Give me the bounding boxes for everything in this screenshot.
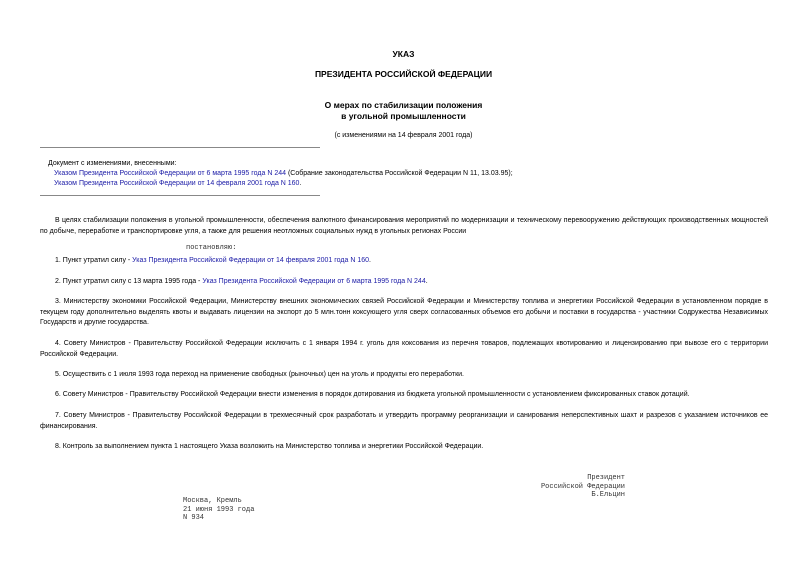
changes-link-1995[interactable]: Указом Президента Российской Федерации от 6 марта 1995 года N 244 (54, 170, 286, 177)
paragraph-8: 8. Контроль за выполнением пункта 1 настоящего Указа возложить на Министерство топлива и энергетики Российской Федерации. (55, 443, 484, 450)
changes-intro: Документ с изменениями, внесенными: (48, 160, 177, 167)
paragraph-3: 3. Министерству экономики Российской Федерации, Министерству внешних экономических связей Российской Федерации и Министерству топлива и энергетики Российской Федерации в установленном порядке в текущем году дополнительно выделять квоты и выдавать лицензии на экспорт до 5 млн.тонн коксующего угля сверх согласованных объемов его добычи и поставки в государства - участники Содружества Независимых Государств и другие государства. (40, 298, 768, 326)
paragraph-1-text: 1. Пункт утратил силу - (55, 257, 133, 264)
changes-link-2001[interactable]: Указом Президента Российской Федерации от 14 февраля 2001 года N 160 (54, 180, 300, 187)
signature-block (520, 474, 625, 500)
paragraph-2-link[interactable]: Указ Президента Российской Федерации от 6 марта 1995 года N 244 (202, 278, 426, 285)
changes-item-1 (48, 169, 768, 179)
decree-word: постановляю: (186, 244, 237, 252)
paragraph-1-link[interactable]: Указ Президента Российской Федерации от 14 февраля 2001 года N 160 (132, 257, 369, 264)
changes-item-2-rest: . (299, 180, 302, 187)
paragraph-2 (40, 277, 768, 288)
signature-country: Российской Федерации (540, 482, 625, 491)
paragraph-1-end: . (369, 257, 371, 264)
signature-title: Президент (587, 474, 625, 482)
decree-subject-line1: О мерах по стабилизации положения (324, 100, 483, 110)
changes-item-2 (48, 179, 768, 189)
paragraph-1 (40, 256, 768, 267)
paragraph-4: 4. Совету Министров - Правительству Российской Федерации исключить с 1 января 1994 г. уголь для коксования из перечня товаров, подлежащих квотированию и лицензированию при вывозе его с территории Российской Федерации. (40, 340, 768, 358)
changes-block (48, 159, 768, 189)
decree-number: N 934 (183, 514, 205, 522)
paragraph-2-end: . (425, 278, 428, 285)
paragraph-6: 6. Совету Министров - Правительству Российской Федерации внести изменения в порядок дотирования из бюджета угольной промышленности с установлением фиксированных ставок дотаций. (55, 391, 690, 398)
place: Москва, Кремль (183, 497, 242, 505)
decree-issuer: ПРЕЗИДЕНТА РОССИЙСКОЙ ФЕДЕРАЦИИ (314, 69, 493, 79)
changes-item-1-rest: (Собрание законодательства Российской Федерации N 11, 13.03.95); (286, 170, 513, 177)
divider-top (40, 147, 320, 148)
date: 21 июня 1993 года (183, 505, 255, 514)
signature-name: Б.Ельцин (591, 491, 625, 499)
amendments-note: (с изменениями на 14 февраля 2001 года) (334, 132, 473, 139)
preamble: В целях стабилизации положения в угольной промышленности, обеспечения валютного финансирования мероприятий по модернизации и техническому перевооружению действующих производственных мощностей по добыче, переработке и транспортировке угля, а также для решения неотложных социальных нужд в угольных регионах России (40, 217, 768, 235)
decree-subject-line2: в угольной промышленности (341, 111, 466, 121)
decree-title: УКАЗ (392, 49, 415, 59)
paragraph-2-text: 2. Пункт утратил силу с 13 марта 1995 года - (55, 278, 203, 285)
place-date-block (183, 497, 254, 523)
paragraph-5: 5. Осуществить с 1 июля 1993 года переход на применение свободных (рыночных) цен на уголь и продукты его переработки. (55, 371, 464, 378)
paragraph-7: 7. Совету Министров - Правительству Российской Федерации в трехмесячный срок разработать и утвердить программу реорганизации и санирования неперспективных шахт и разрезов с указанием источников ее финансирования. (40, 412, 768, 430)
divider-bottom (40, 195, 320, 196)
